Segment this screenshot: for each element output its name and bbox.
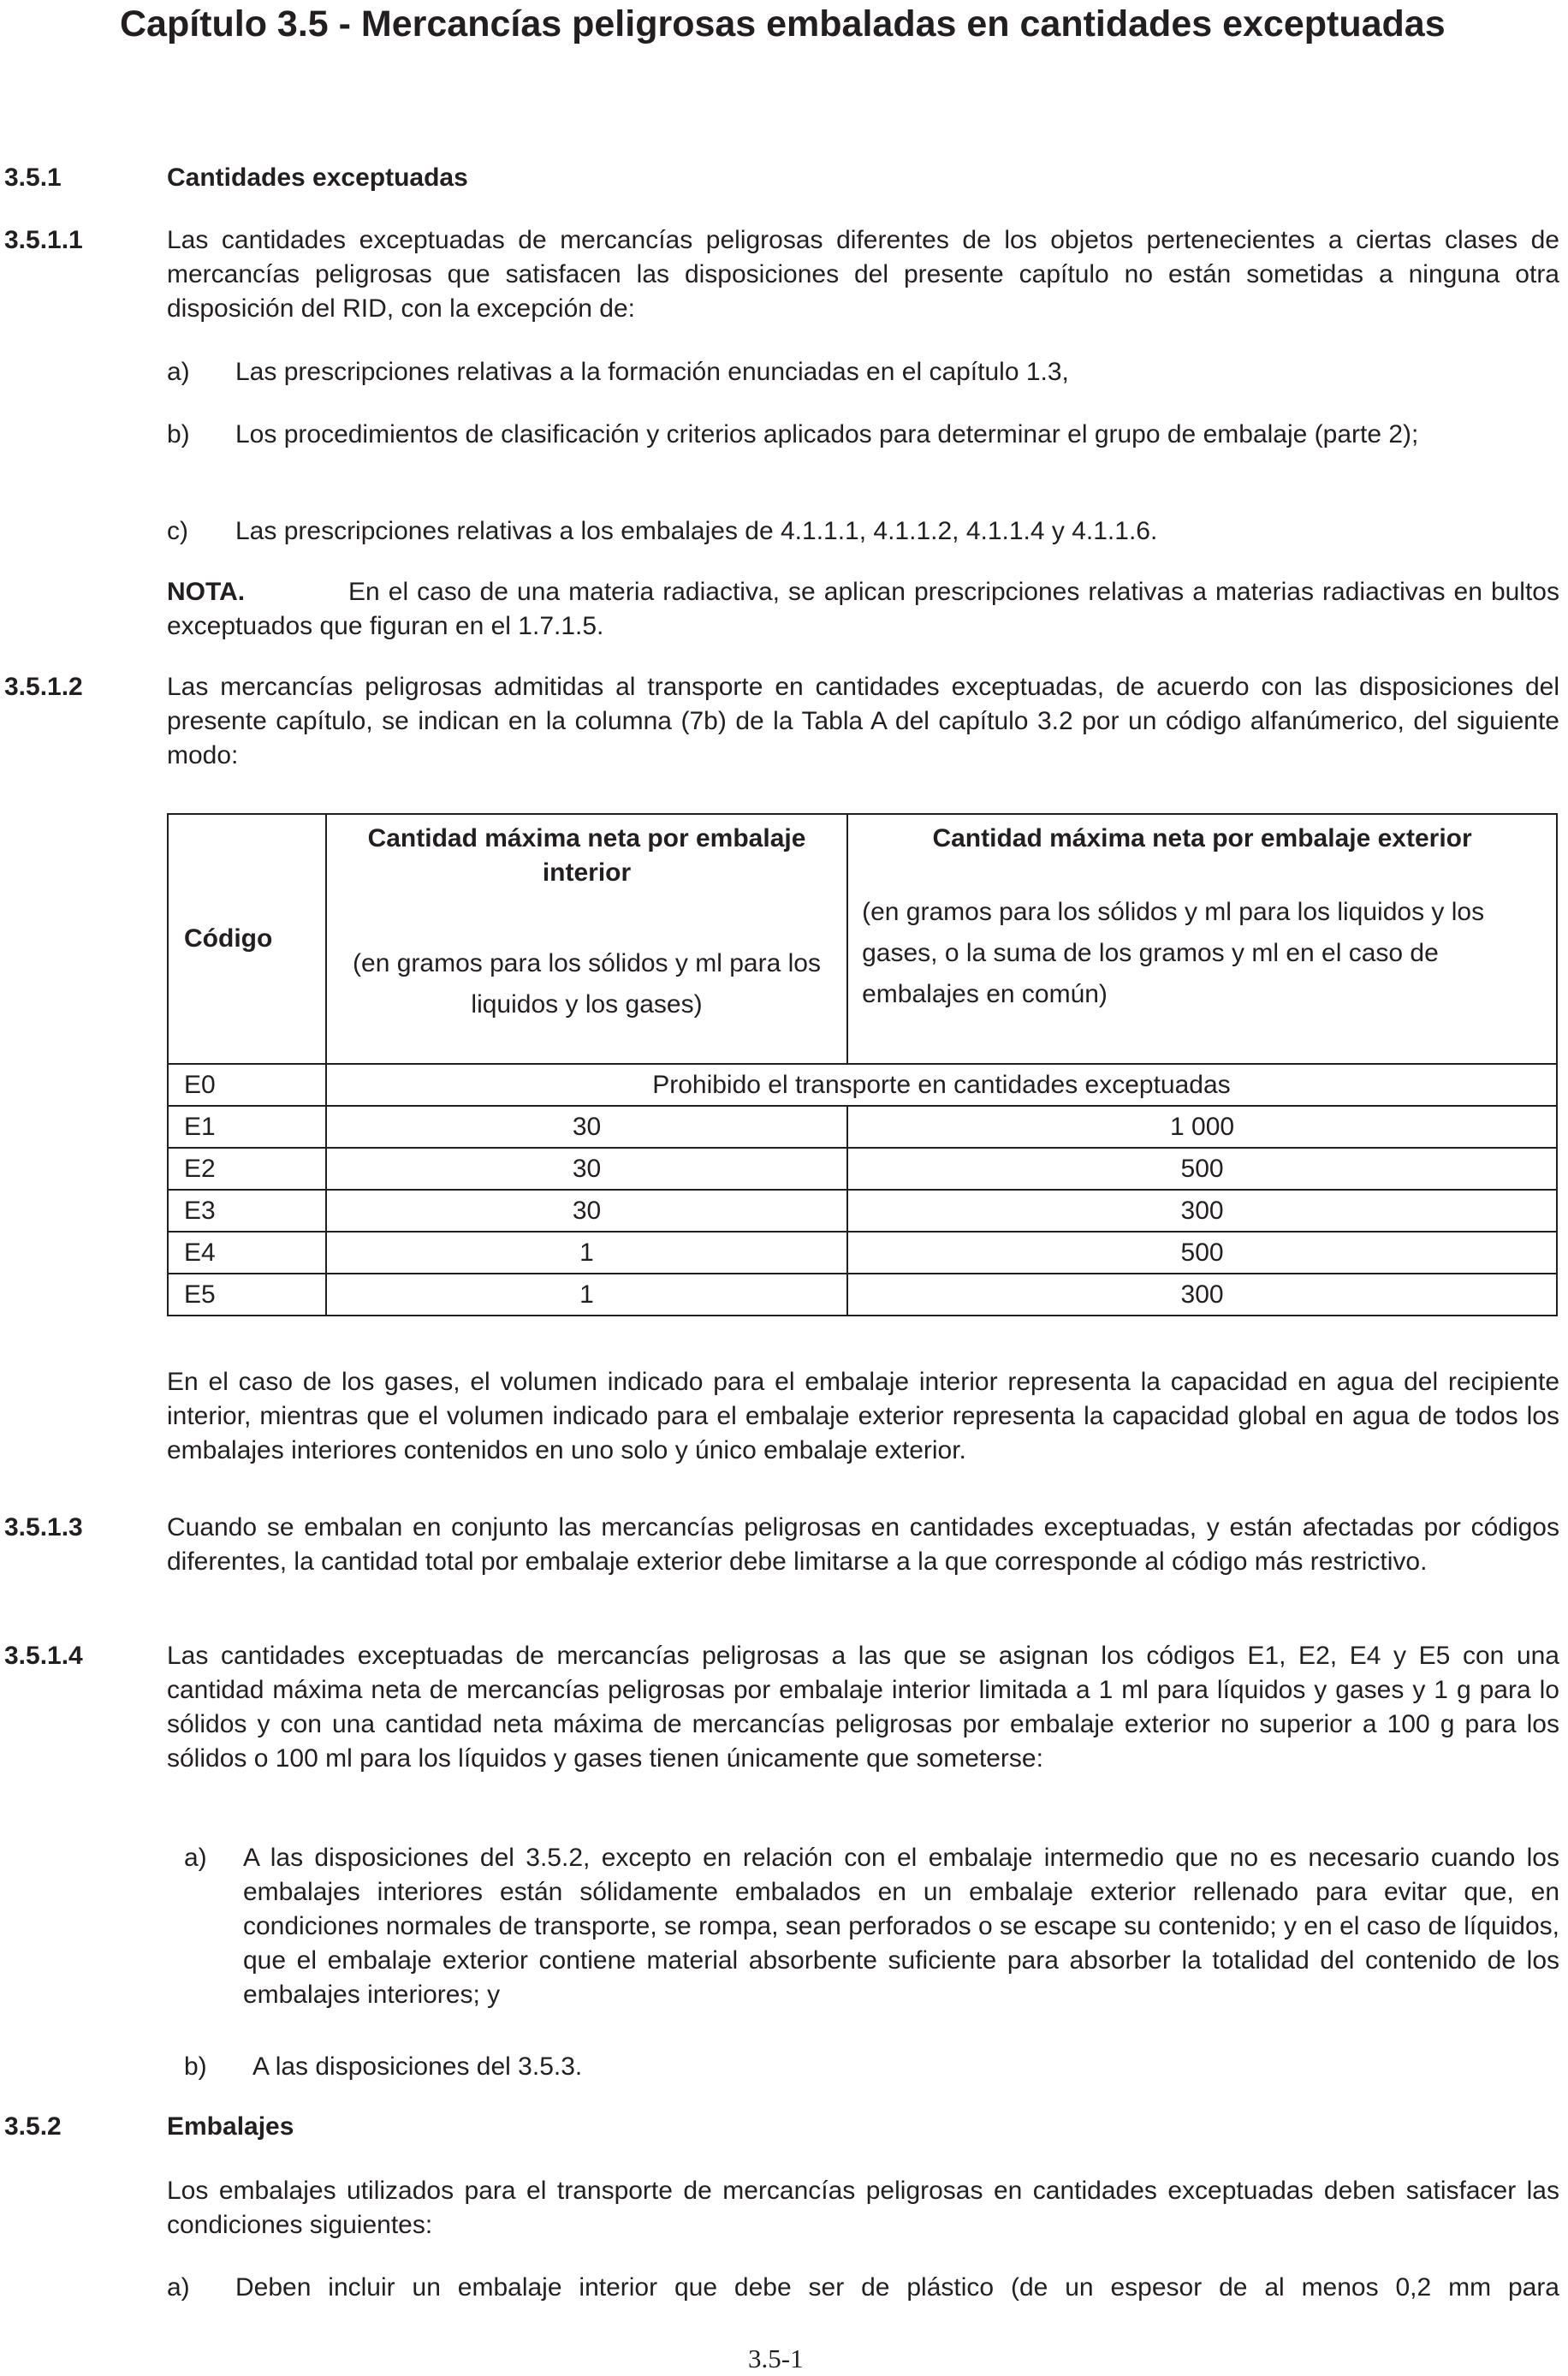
list-item-a-3-5-2: Deben incluir un embalaje interior que debe ser de plástico (de un espesor de al menos 0,2 mm para	[235, 2273, 1559, 2302]
list-label-a-3-5-2: a)	[167, 2273, 190, 2302]
section-number-3-5-2: 3.5.2	[4, 2112, 62, 2141]
table-row	[168, 1148, 1557, 1190]
table-row	[168, 1274, 1557, 1316]
row-code: E0	[168, 1064, 326, 1106]
note-label: NOTA.	[167, 578, 246, 606]
header-inner-title: Cantidad máxima neta por embalaje interior	[367, 824, 806, 887]
list-item-c: Las prescripciones relativas a los embalajes de 4.1.1.1, 4.1.1.2, 4.1.1.4 y 4.1.1.6.	[235, 517, 1158, 545]
paragraph-3-5-1-1: Las cantidades exceptuadas de mercancías peligrosas diferentes de los objetos pertenecientes a ciertas clases de mercancías peligrosas que satisfacen las disposiciones del presente capítulo no están sometidas a ninguna otra disposición del RID, con la excepción de:	[167, 226, 1559, 323]
section-heading-3-5-2: Embalajes	[167, 2112, 294, 2141]
exceptions-table	[167, 813, 1558, 1316]
table-row	[168, 1106, 1557, 1148]
section-heading-3-5-1: Cantidades exceptuadas	[167, 163, 468, 192]
row-inner: 30	[326, 1148, 847, 1190]
list-label-c: c)	[167, 517, 188, 545]
table-row	[168, 1232, 1557, 1274]
list-item-a: Las prescripciones relativas a la formación enunciadas en el capítulo 1.3,	[235, 358, 1069, 386]
list-item-b-3-5-1-4: A las disposiciones del 3.5.3.	[252, 2052, 583, 2081]
list-label-b-3-5-1-4: b)	[184, 2052, 207, 2081]
row-outer: 500	[847, 1148, 1557, 1190]
row-inner: 1	[326, 1274, 847, 1316]
row-code: E3	[168, 1190, 326, 1232]
list-label-a-3-5-1-4: a)	[184, 1844, 207, 1872]
header-outer	[847, 814, 1557, 1064]
section-number-3-5-1-3: 3.5.1.3	[4, 1513, 83, 1541]
paragraph-3-5-1-2: Las mercancías peligrosas admitidas al transporte en cantidades exceptuadas, de acuerdo con las disposiciones del presente capítulo, se indican en la columna (7b) de la Tabla A del capítulo 3.2 por un código alfanúmerico, del siguiente modo:	[167, 673, 1559, 769]
row-code: E2	[168, 1148, 326, 1190]
row-inner: 30	[326, 1106, 847, 1148]
row-code: E4	[168, 1232, 326, 1274]
row-prohibited: Prohibido el transporte en cantidades exceptuadas	[326, 1064, 1557, 1106]
list-label-b: b)	[167, 420, 190, 448]
list-item-a-3-5-1-4: A las disposiciones del 3.5.2, excepto en relación con el embalaje intermedio que no es necesario cuando los embalajes interiores están sólidamente embalados en un embalaje exterior rellenado para evitar que, en condiciones normales de transporte, se rompa, sean perforados o se escape su contenido; y en el caso de líquidos, que el embalaje exterior contiene material absorbente suficiente para absorber la totalidad del contenido de los embalajes interiores; y	[243, 1844, 1559, 2009]
row-code: E5	[168, 1274, 326, 1316]
section-number-3-5-1-1: 3.5.1.1	[4, 226, 83, 254]
paragraph-3-5-1-4: Las cantidades exceptuadas de mercancías peligrosas a las que se asignan los códigos E1, E2, E4 y E5 con una cantidad máxima neta de mercancías peligrosas por embalaje interior limitada a 1 ml para líquidos y gases y 1 g para lo sólidos y con una cantidad neta máxima de mercancías peligrosas por embalaje exterior no superior a 100 g para los sólidos o 100 ml para los líquidos y gases tienen únicamente que someterse:	[167, 1642, 1559, 1773]
header-code: Código	[168, 814, 326, 1064]
section-number-3-5-1-2: 3.5.1.2	[4, 673, 83, 701]
section-number-3-5-1: 3.5.1	[4, 163, 62, 192]
paragraph-3-5-1-3: Cuando se embalan en conjunto las mercancías peligrosas en cantidades exceptuadas, y están afectadas por códigos diferentes, la cantidad total por embalaje exterior debe limitarse a la que corresponde al código más restrictivo.	[167, 1513, 1559, 1576]
row-inner: 1	[326, 1232, 847, 1274]
row-outer: 1 000	[847, 1106, 1557, 1148]
header-outer-title: Cantidad máxima neta por embalaje exterior	[932, 824, 1472, 852]
list-label-a: a)	[167, 358, 190, 386]
row-outer: 500	[847, 1232, 1557, 1274]
paragraph-gases: En el caso de los gases, el volumen indicado para el embalaje interior representa la capacidad en agua del recipiente interior, mientras que el volumen indicado para el embalaje exterior representa la capacidad global en agua de todos los embalajes interiores contenidos en uno solo y único embalaje exterior.	[167, 1368, 1559, 1464]
chapter-title: Capítulo 3.5 - Mercancías peligrosas embaladas en cantidades exceptuadas	[120, 3, 1446, 45]
paragraph-3-5-2: Los embalajes utilizados para el transporte de mercancías peligrosas en cantidades exceptuadas deben satisfacer las condiciones siguientes:	[167, 2177, 1559, 2239]
header-inner-subtitle: (en gramos para los sólidos y ml para los liquidos y los gases)	[353, 949, 821, 1019]
section-number-3-5-1-4: 3.5.1.4	[4, 1642, 83, 1670]
note-paragraph	[167, 575, 1559, 644]
table-row	[168, 1064, 1557, 1106]
row-code: E1	[168, 1106, 326, 1148]
page-number: 3.5-1	[748, 2343, 804, 2373]
header-outer-subtitle: (en gramos para los sólidos y ml para los liquidos y los gases, o la suma de los gramos y ml en el caso de embalajes en común)	[862, 898, 1485, 1008]
row-inner: 30	[326, 1190, 847, 1232]
list-item-b: Los procedimientos de clasificación y criterios aplicados para determinar el grupo de embalaje (parte 2);	[235, 420, 1419, 448]
table-row	[168, 1190, 1557, 1232]
note-text: En el caso de una materia radiactiva, se aplican prescripciones relativas a materias radiactivas en bultos exceptuados que figuran en el 1.7.1.5.	[167, 578, 1559, 640]
row-outer: 300	[847, 1190, 1557, 1232]
row-outer: 300	[847, 1274, 1557, 1316]
header-inner	[326, 814, 847, 1064]
